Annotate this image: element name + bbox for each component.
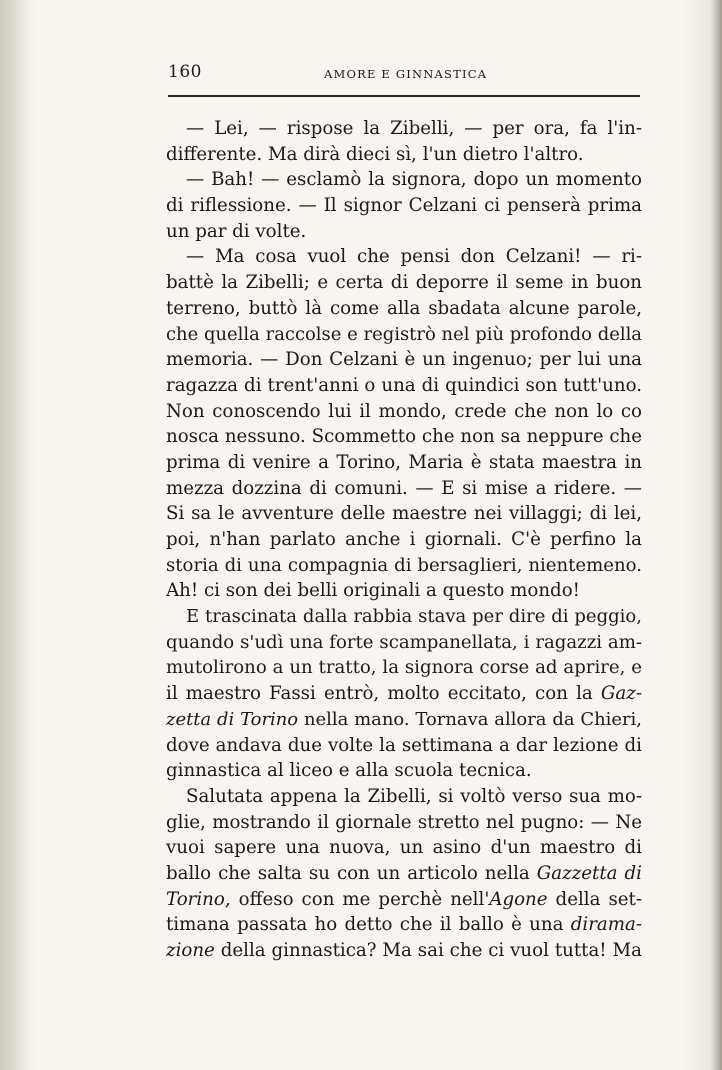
text-line: Non conoscendo lui il mondo, crede che non lo co xyxy=(166,400,642,422)
text-line: un par di volte. xyxy=(166,220,307,242)
text-line: vuoi sapere una nuova, un asino d'un maestro di xyxy=(166,837,642,859)
text-line: Salutata appena la Zibelli, si voltò verso sua mo- xyxy=(186,785,642,807)
text-line: Ah! ci son dei belli originali a questo mondo! xyxy=(166,580,580,602)
page-number: 160 xyxy=(168,62,202,82)
text-line: dove andava due volte la settimana a dar lezione di xyxy=(166,734,642,756)
text-line: — Ma cosa vuol che pensi don Celzani! — ri- xyxy=(186,246,642,268)
text-line: Torino, offeso con me perchè nell'Agone della set- xyxy=(166,888,642,910)
page-header xyxy=(168,58,640,88)
header-rule xyxy=(168,95,640,97)
text-line: mezza dozzina di comuni. — E si mise a ridere. — xyxy=(166,477,642,499)
binding-shadow xyxy=(0,0,30,1070)
body-text xyxy=(166,116,642,964)
text-line: timana passata ho detto che il ballo è una dirama- xyxy=(166,914,642,936)
text-line: il maestro Fassi entrò, molto eccitato, con la Gaz- xyxy=(166,683,642,705)
text-line: quando s'udì una forte scampanellata, i ragazzi am- xyxy=(166,631,642,653)
text-line: prima di venire a Torino, Maria è stata maestra in xyxy=(166,451,642,473)
text-line: differente. Ma dirà dieci sì, l'un dietro l'altro. xyxy=(166,143,584,165)
text-line: poi, n'han parlato anche i giornali. C'è perfino la xyxy=(166,529,642,550)
text-line: ballo che salta su con un articolo nella Gazzetta di xyxy=(166,862,642,884)
text-line: zetta di Torino nella mano. Tornava allora da Chieri, xyxy=(166,708,642,730)
text-line: memoria. — Don Celzani è un ingenuo; per lui una xyxy=(166,349,642,371)
text-line: zione della ginnastica? Ma sai che ci vuol tutta! Ma xyxy=(166,940,642,961)
text-line: E trascinata dalla rabbia stava per dire di peggio, xyxy=(186,606,642,628)
text-line: storia di una compagnia di bersaglieri, nientemeno. xyxy=(166,554,642,576)
text-line: mutolirono a un tratto, la signora corse ad aprire, e xyxy=(166,657,642,679)
text-line: Si sa le avventure delle maestre nei villaggi; di lei, xyxy=(166,503,642,525)
text-line: — Bah! — esclamò la signora, dopo un momento xyxy=(186,169,642,191)
text-line: che quella raccolse e registrò nel più profondo della xyxy=(166,323,642,345)
page-edge xyxy=(710,0,722,1070)
text-line: ginnastica al liceo e alla scuola tecnica. xyxy=(166,760,532,782)
text-line: — Lei, — rispose la Zibelli, — per ora, fa l'in- xyxy=(186,118,642,139)
text-line: nosca nessuno. Scommetto che non sa neppure che xyxy=(166,426,642,448)
text-line: battè la Zibelli; e certa di deporre il seme in buon xyxy=(166,272,642,294)
text-line: terreno, buttò là come alla sbadata alcune parole, xyxy=(166,297,642,319)
text-line: di riflessione. — Il signor Celzani ci penserà prima xyxy=(166,195,642,217)
running-head: AMORE E GINNASTICA xyxy=(324,67,488,81)
text-line: glie, mostrando il giornale stretto nel pugno: — Ne xyxy=(166,811,642,833)
text-line: ragazza di trent'anni o una di quindici son tutt'uno. xyxy=(166,374,642,396)
